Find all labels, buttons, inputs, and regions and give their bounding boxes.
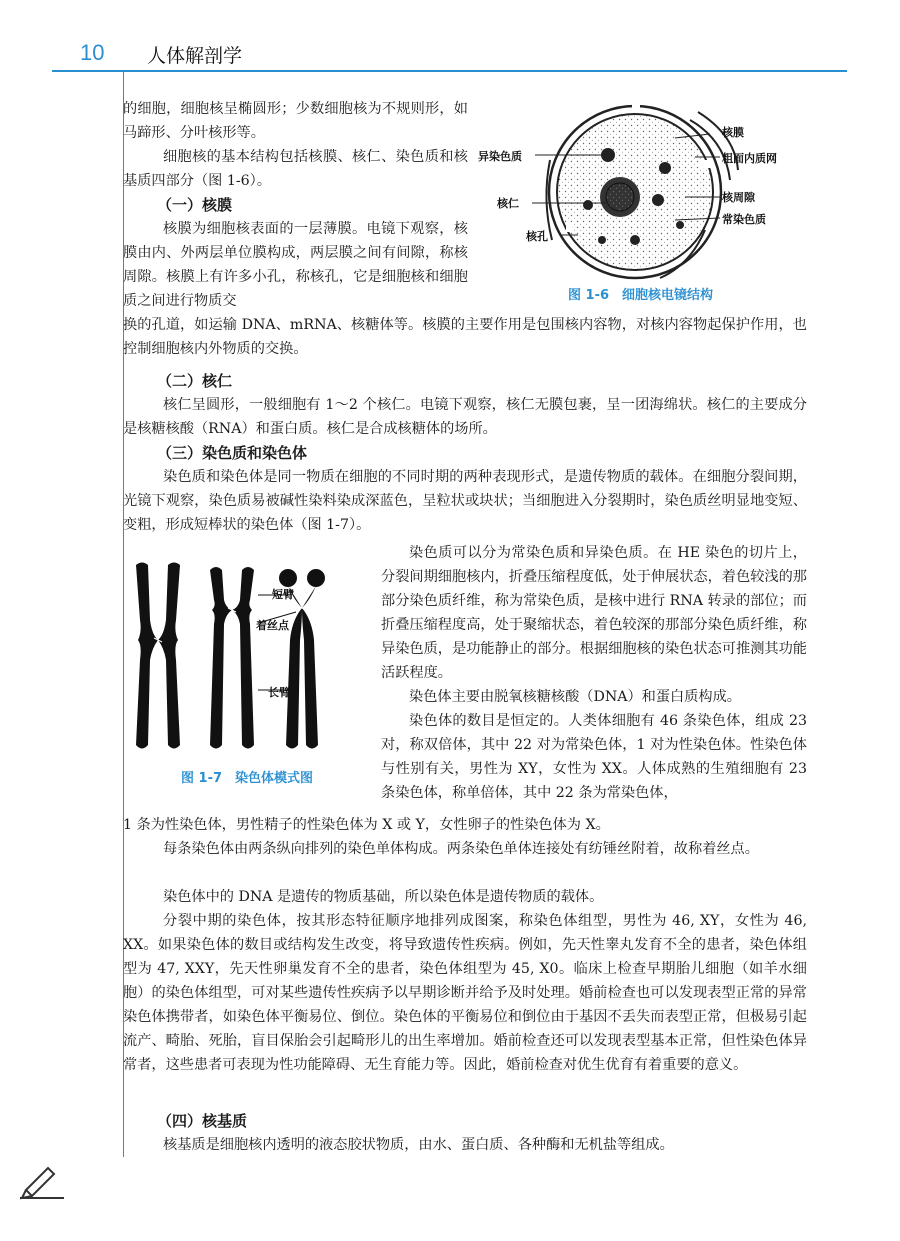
heading-nucleolus: （二）核仁 [157,372,233,390]
paragraph-nuclear-membrane-a: 核膜为细胞核表面的一层薄膜。电镜下观察，核膜由内、外两层单位膜构成，两层膜之间有间隙，称核周隙。核膜上有许多小孔，称核孔，它是细胞核和细胞质之间进行物质交 [123,221,468,309]
paragraph-nucleolus: 核仁呈圆形，一般细胞有 1～2 个核仁。电镜下观察，核仁无膜包裹，呈一团海绵状。核仁的主要成分是核糖核酸（RNA）和蛋白质。核仁是合成核糖体的场所。 [123,397,807,437]
paragraph-dna: 染色体中的 DNA 是遗传的物质基础，所以染色体是遗传物质的载体。 [163,889,604,905]
label-nuclear-membrane: 核膜 [722,126,744,139]
heading-nuclear-membrane: （一）核膜 [157,196,233,214]
figure-1-7-caption: 图 1-7 染色体模式图 [181,771,314,786]
label-perinuclear-space: 核周隙 [722,191,755,204]
paragraph-chromosome-composition: 染色体主要由脱氧核糖核酸（DNA）和蛋白质构成。 [409,689,741,705]
page-number: 10 [80,40,105,65]
paragraph-nucleus-structure: 细胞核的基本结构包括核膜、核仁、染色质和核基质四部分（图 1-6）。 [123,149,468,189]
label-rough-er: 粗面内质网 [722,152,777,165]
paragraph-chromatids: 每条染色体由两条纵向排列的染色单体构成。两条染色单体连接处有纺锤丝附着，故称着丝点。 [163,841,759,857]
heading-nuclear-matrix: （四）核基质 [157,1112,248,1130]
paragraph-chromosome-number-b: 1 条为性染色体，男性精子的性染色体为 X 或 Y，女性卵子的性染色体为 X。 [123,817,610,833]
paragraph-cell-shape: 的细胞，细胞核呈椭圆形；少数细胞核为不规则形，如马蹄形、分叶核形等。 [123,101,468,141]
label-nucleolus: 核仁 [497,197,519,210]
label-short-arm: 短臂 [272,588,294,601]
paragraph-chromatin-intro: 染色质和染色体是同一物质在细胞的不同时期的两种表现形式，是遗传物质的载体。在细胞分裂间期，光镜下观察，染色质易被碱性染料染成深蓝色，呈粒状或块状；当细胞进入分裂期时，染色质丝明显地变短、变粗，形成短棒状的染色体（图 1-7）。 [123,469,807,533]
label-centromere: 着丝点 [256,619,289,632]
label-long-arm: 长臂 [268,686,290,699]
paragraph-chromosome-number-a: 染色体的数目是恒定的。人类体细胞有 46 条染色体，组成 23 对，称双倍体，其中 22 对为常染色体，1 对为性染色体。性染色体与性别有关，男性为 XY，女性为 XX。人体成熟的生殖细胞有 23 条染色体，称单倍体，其中 22 条为常染色体， [381,713,807,801]
page-header [52,38,847,72]
paragraph-nuclear-matrix: 核基质是细胞核内透明的液态胶状物质，由水、蛋白质、各种酶和无机盐等组成。 [163,1137,674,1153]
heading-chromatin-chromosome: （三）染色质和染色体 [157,444,308,462]
label-heterochromatin: 异染色质 [478,150,522,163]
pencil-icon [18,1160,66,1200]
header-rule [52,70,847,72]
paragraph-karyotype: 分裂中期的染色体，按其形态特征顺序地排列成图案，称染色体组型，男性为 46, XY，女性为 46, XX。如果染色体的数目或结构发生改变，将导致遗传性疾病。例如，先天性睾丸发育不全的患者，染色体组型为 47, XXY，先天性卵巢发育不全的患者，染色体组型为 45, X0。临床上检查早期胎儿细胞（如羊水细胞）的染色体组型，可对某些遗传性疾病予以早期诊断并给予及时处理。婚前检查也可以发现表型正常的异常染色体携带者，如染色体平衡易位、倒位。染色体的平衡易位和倒位由于基因不丢失而表型正常，但极易引起流产、畸胎、死胎，盲目保胎会引起畸形儿的出生率增加。婚前检查还可以发现表型基本正常，但性染色体异常者，这些患者可表现为性功能障碍、无生育能力等。因此，婚前检查对优生优育有着重要的意义。 [123,913,807,1073]
paragraph-chromatin-types: 染色质可以分为常染色质和异染色质。在 HE 染色的切片上，分裂间期细胞核内，折叠压缩程度低，处于伸展状态，着色较浅的那部分染色质纤维，称为常染色质，是核中进行 RNA 转录的部位；而折叠压缩程度高，处于聚缩状态，着色较深的那部分染色质纤维，称异染色质，是功能静止的部分。根据细胞核的染色状态可推测其功能活跃程度。 [381,545,807,681]
book-title: 人体解剖学 [147,45,243,67]
paragraph-nuclear-membrane-b: 换的孔道，如运输 DNA、mRNA、核糖体等。核膜的主要作用是包围核内容物，对核内容物起保护作用，也控制细胞核内外物质的交换。 [123,317,807,357]
chromosome-diagram [128,560,368,760]
figure-1-6-caption: 图 1-6 细胞核电镜结构 [568,288,714,303]
label-nuclear-pore: 核孔 [526,230,548,243]
label-euchromatin: 常染色质 [722,213,766,226]
